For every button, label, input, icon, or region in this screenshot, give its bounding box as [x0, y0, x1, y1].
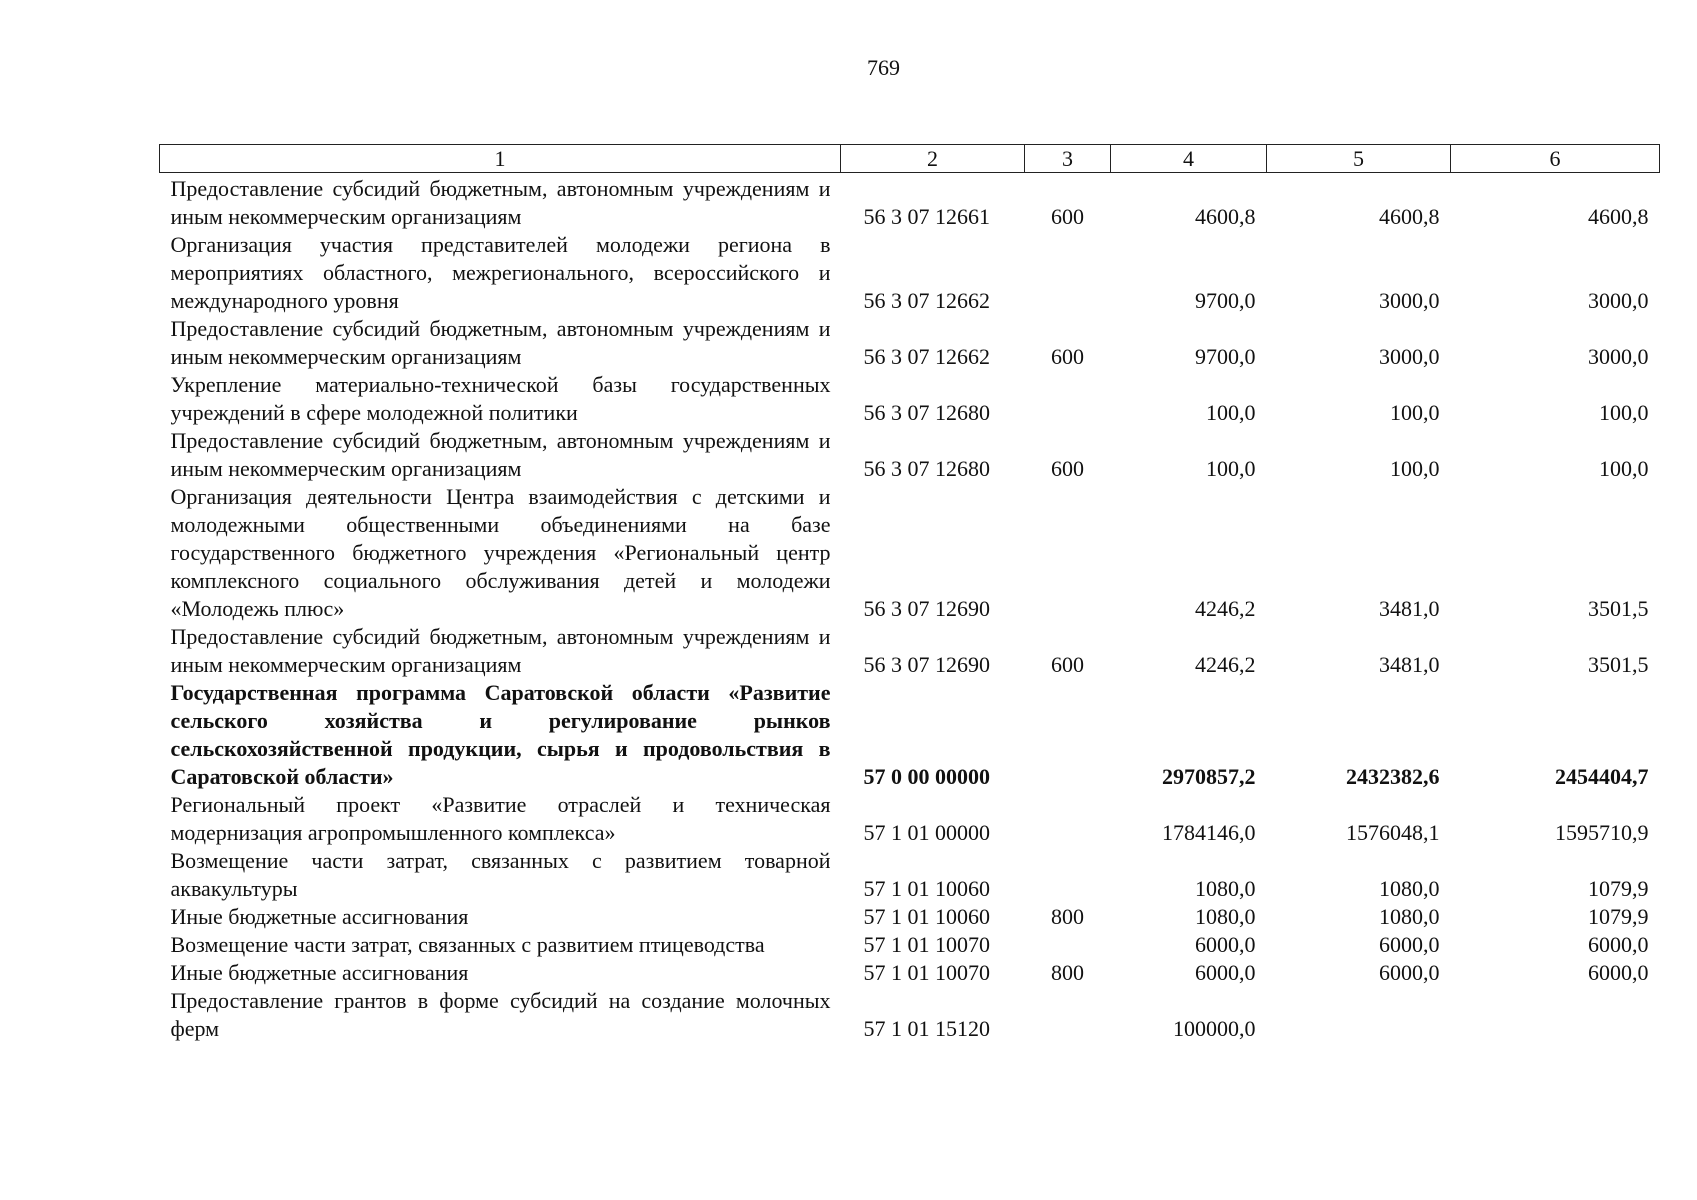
row-code: 57 1 01 10070: [863, 960, 990, 985]
row-value-col6: 1595710,9: [1555, 820, 1649, 845]
table-row: [160, 847, 1660, 903]
row-name: Иные бюджетные ассигнования: [170, 960, 469, 985]
row-value-col4: 100,0: [1206, 400, 1256, 425]
header-col-1: 1: [160, 145, 841, 173]
row-value-col5: 1080,0: [1379, 876, 1440, 901]
row-code: 56 3 07 12680: [863, 456, 990, 481]
row-value-col4: 4246,2: [1195, 596, 1256, 621]
row-value-col5: 6000,0: [1379, 932, 1440, 957]
row-value-col5: 3481,0: [1379, 652, 1440, 677]
row-value-col6: 1079,9: [1588, 904, 1649, 929]
row-value-col6: [1451, 987, 1660, 1043]
row-value-col6: 100,0: [1599, 456, 1649, 481]
row-value-col4: 6000,0: [1195, 932, 1256, 957]
row-value-col5: 100,0: [1390, 456, 1440, 481]
row-value-col5: 2432382,6: [1346, 764, 1440, 789]
table-row: [160, 679, 1660, 791]
row-name: Возмещение части затрат, связанных с развитием товарной аквакультуры: [170, 848, 831, 901]
row-kvr: 800: [1051, 904, 1084, 929]
row-code: 56 3 07 12662: [863, 344, 990, 369]
row-name: Возмещение части затрат, связанных с развитием птицеводства: [170, 932, 765, 957]
row-value-col5: 3000,0: [1379, 344, 1440, 369]
table-row: [160, 987, 1660, 1043]
row-value-col6: 2454404,7: [1555, 764, 1649, 789]
table-row: [160, 371, 1660, 427]
row-value-col6: 6000,0: [1588, 960, 1649, 985]
row-value-col6: 3501,5: [1588, 596, 1649, 621]
budget-table: [159, 144, 1660, 1043]
row-code: 56 3 07 12690: [863, 652, 990, 677]
row-name: Организация участия представителей молодежи региона в мероприятиях областного, межрегионального, всероссийского и международного уровня: [170, 232, 831, 313]
row-value-col4: 2970857,2: [1162, 764, 1256, 789]
row-value-col5: 3000,0: [1379, 288, 1440, 313]
row-code: 57 1 01 10060: [863, 904, 990, 929]
row-value-col4: 1784146,0: [1162, 820, 1256, 845]
row-name: Предоставление субсидий бюджетным, автономным учреждениям и иным некоммерческим организациям: [170, 428, 831, 481]
row-value-col4: 1080,0: [1195, 904, 1256, 929]
row-value-col5: 1080,0: [1379, 904, 1440, 929]
row-value-col6: 1079,9: [1588, 876, 1649, 901]
row-value-col4: 9700,0: [1195, 344, 1256, 369]
row-value-col5: 100,0: [1390, 400, 1440, 425]
row-name: Иные бюджетные ассигнования: [170, 904, 469, 929]
row-value-col5: 1576048,1: [1346, 820, 1440, 845]
row-value-col5: 3481,0: [1379, 596, 1440, 621]
row-code: 57 1 01 10060: [863, 876, 990, 901]
row-value-col6: 3000,0: [1588, 288, 1649, 313]
row-name: Региональный проект «Развитие отраслей и техническая модернизация агропромышленного комплекса»: [170, 792, 831, 845]
table-row: [160, 903, 1660, 931]
table-row: [160, 315, 1660, 371]
row-name: Государственная программа Саратовской области «Развитие сельского хозяйства и регулирование рынков сельскохозяйственной продукции, сырья и продовольствия в Саратовской области»: [170, 680, 831, 789]
row-value-col5: 6000,0: [1379, 960, 1440, 985]
table-row: [160, 231, 1660, 315]
row-kvr: [1025, 931, 1111, 959]
row-kvr: 800: [1051, 960, 1084, 985]
row-code: 57 1 01 00000: [863, 820, 990, 845]
header-col-3: 3: [1025, 145, 1111, 173]
row-kvr: [1025, 371, 1111, 427]
page-number: 769: [867, 55, 900, 80]
row-name: Предоставление субсидий бюджетным, автономным учреждениям и иным некоммерческим организациям: [170, 176, 831, 229]
row-kvr: 600: [1051, 204, 1084, 229]
table-body: [160, 173, 1660, 1044]
row-value-col5: [1267, 987, 1451, 1043]
row-value-col6: 6000,0: [1588, 932, 1649, 957]
row-value-col4: 4246,2: [1195, 652, 1256, 677]
row-code: 57 1 01 15120: [863, 1016, 990, 1041]
row-name: Организация деятельности Центра взаимодействия с детскими и молодежными общественными объединениями на базе государственного бюджетного учреждения «Региональный центр комплексного социального обслуживания детей и молодежи «Молодежь плюс»: [170, 484, 831, 621]
row-value-col4: 1080,0: [1195, 876, 1256, 901]
table-row: [160, 173, 1660, 232]
row-value-col6: 100,0: [1599, 400, 1649, 425]
row-kvr: [1025, 987, 1111, 1043]
row-kvr: [1025, 679, 1111, 791]
header-row: [160, 145, 1660, 173]
row-code: 57 1 01 10070: [863, 932, 990, 957]
header-col-4: 4: [1111, 145, 1267, 173]
row-code: 56 3 07 12662: [863, 288, 990, 313]
table-row: [160, 483, 1660, 623]
row-code: 56 3 07 12680: [863, 400, 990, 425]
table-row: [160, 427, 1660, 483]
row-kvr: [1025, 791, 1111, 847]
row-value-col4: 100,0: [1206, 456, 1256, 481]
row-value-col4: 100000,0: [1173, 1016, 1256, 1041]
header-col-2: 2: [841, 145, 1025, 173]
row-kvr: 600: [1051, 652, 1084, 677]
row-value-col6: 3000,0: [1588, 344, 1649, 369]
row-code: 56 3 07 12690: [863, 596, 990, 621]
row-value-col6: 3501,5: [1588, 652, 1649, 677]
table-row: [160, 959, 1660, 987]
table-row: [160, 931, 1660, 959]
row-value-col4: 9700,0: [1195, 288, 1256, 313]
table-row: [160, 791, 1660, 847]
row-name: Укрепление материально-технической базы государственных учреждений в сфере молодежной политики: [170, 372, 831, 425]
header-col-5: 5: [1267, 145, 1451, 173]
row-code: 57 0 00 00000: [863, 764, 990, 789]
row-kvr: 600: [1051, 344, 1084, 369]
row-kvr: [1025, 847, 1111, 903]
row-value-col4: 6000,0: [1195, 960, 1256, 985]
row-kvr: [1025, 231, 1111, 315]
row-name: Предоставление грантов в форме субсидий на создание молочных ферм: [170, 988, 831, 1041]
row-code: 56 3 07 12661: [863, 204, 990, 229]
row-value-col4: 4600,8: [1195, 204, 1256, 229]
row-value-col6: 4600,8: [1588, 204, 1649, 229]
row-value-col5: 4600,8: [1379, 204, 1440, 229]
row-name: Предоставление субсидий бюджетным, автономным учреждениям и иным некоммерческим организациям: [170, 316, 831, 369]
row-kvr: 600: [1051, 456, 1084, 481]
table-row: [160, 623, 1660, 679]
row-kvr: [1025, 483, 1111, 623]
row-name: Предоставление субсидий бюджетным, автономным учреждениям и иным некоммерческим организациям: [170, 624, 831, 677]
header-col-6: 6: [1451, 145, 1660, 173]
